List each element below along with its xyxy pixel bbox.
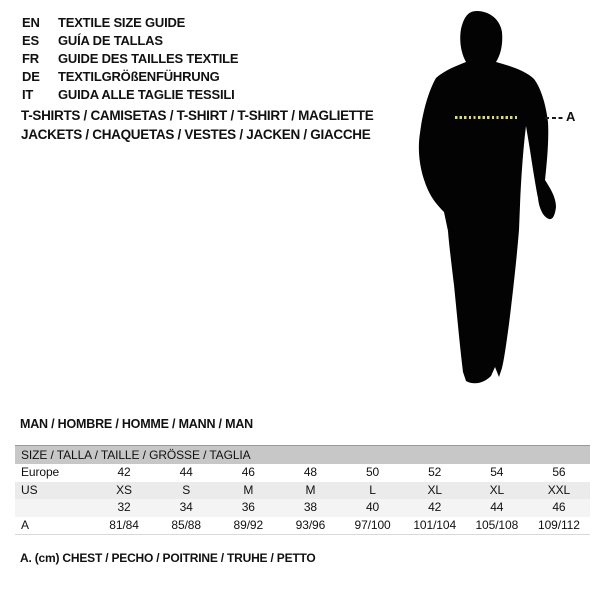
measure-label-a: A [566,109,576,124]
size-table-header: SIZE / TALLA / TAILLE / GRÖSSE / TAGLIA [15,445,590,464]
category-line-jackets: JACKETS / CHAQUETAS / VESTES / JACKEN / GIACCHE [21,126,371,142]
size-cell: 54 [490,465,504,479]
size-cell: 50 [365,465,380,479]
measure-leader-dashes [545,117,563,119]
man-silhouette-shape [419,11,556,383]
language-title: TEXTILGRÖßENFÜHRUNG [58,69,220,84]
size-cell: 48 [303,465,318,479]
language-code: DE [22,69,40,84]
language-row [22,14,238,32]
size-cell: 42 [117,465,131,479]
size-cell: 105/108 [475,517,519,532]
size-cell: 101/104 [413,517,457,532]
size-cell: M [243,482,254,497]
table-row [15,517,590,535]
row-label [15,499,93,517]
size-cell: 44 [490,500,504,514]
language-title: GUÍA DE TALLAS [58,33,163,48]
size-cell: 52 [428,465,442,479]
language-title: TEXTILE SIZE GUIDE [58,15,186,30]
size-cell: M [305,482,316,497]
language-title: GUIDE DES TAILLES TEXTILE [58,51,239,66]
size-cell: S [182,482,191,497]
size-cell: 46 [552,500,566,514]
size-cell: 97/100 [354,517,391,532]
size-cell: 81/84 [109,517,139,532]
size-cell: 46 [241,465,255,479]
row-label: Europe [21,465,60,479]
size-table [15,445,590,535]
language-row [22,32,238,50]
size-cell: 42 [428,500,442,514]
table-row [15,464,590,482]
size-cell: 38 [303,500,318,514]
language-row [22,68,238,86]
size-cell: 89/92 [233,517,264,532]
language-code: FR [22,51,39,66]
category-list [21,107,373,144]
chest-measure-line [455,116,517,119]
language-list [22,14,238,104]
language-code: IT [22,87,34,102]
size-cell: 56 [552,465,566,479]
size-cell: 109/112 [538,517,580,532]
size-cell: XXL [547,482,571,497]
table-row [15,499,590,517]
man-silhouette [412,5,582,390]
table-row [15,482,590,500]
measurement-footnote: A. (cm) CHEST / PECHO / POITRINE / TRUHE / PETTO [20,551,316,565]
size-cell: 40 [365,500,380,514]
category-line-tshirts: T-SHIRTS / CAMISETAS / T-SHIRT / T-SHIRT / MAGLIETTE [21,108,374,123]
size-cell: XL [427,482,442,497]
row-label: US [21,482,38,497]
size-cell: XS [116,482,132,497]
language-title: GUIDA ALLE TAGLIE TESSILI [58,87,235,102]
size-cell: 85/88 [171,517,201,532]
size-cell: 44 [179,465,193,479]
row-label: A [21,517,29,532]
language-row [22,86,238,104]
language-code: ES [22,33,39,48]
section-title-man: MAN / HOMBRE / HOMME / MANN / MAN [20,417,253,431]
size-table-body [15,464,590,535]
size-cell: 34 [179,500,193,514]
size-cell: 32 [117,500,131,514]
size-cell: 36 [241,500,255,514]
size-cell: 93/96 [295,517,326,532]
language-row [22,50,238,68]
size-cell: L [369,482,376,497]
language-code: EN [22,15,40,30]
size-cell: XL [489,482,505,497]
